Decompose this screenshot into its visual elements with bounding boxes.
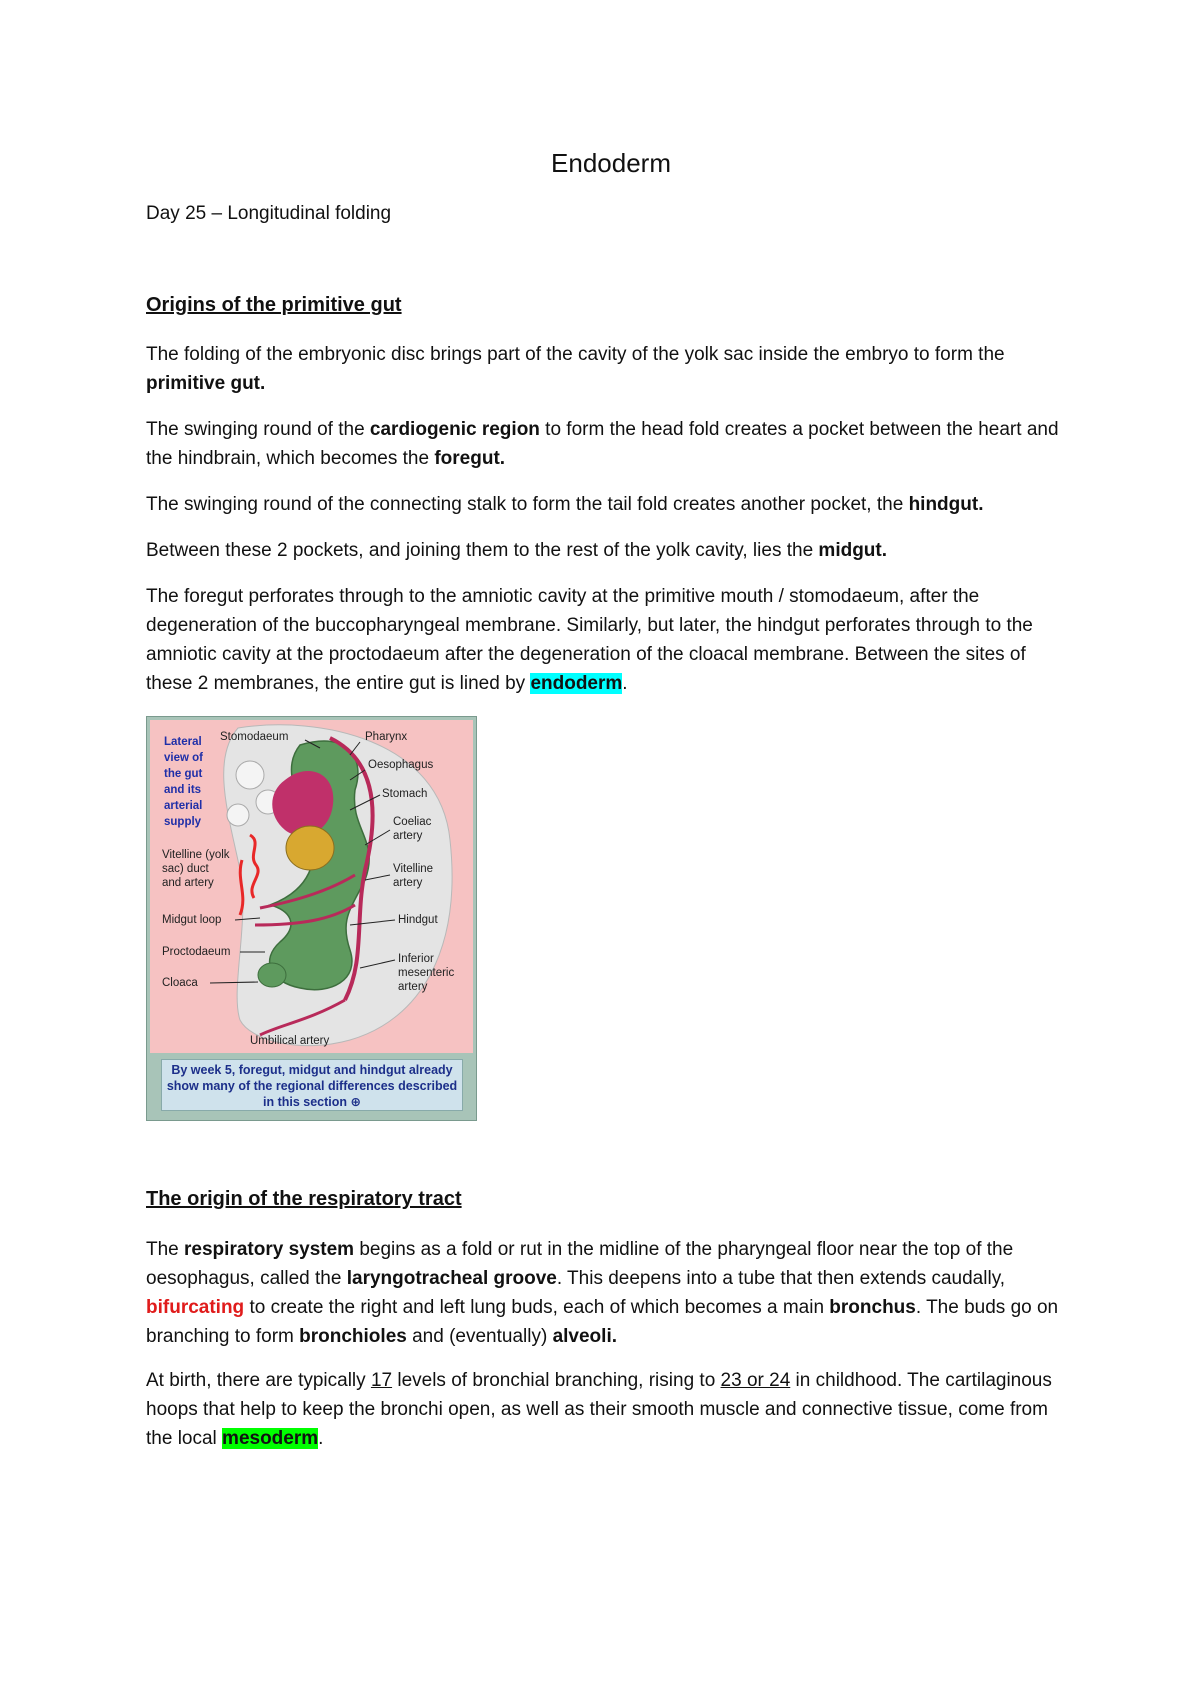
- paragraph-hindgut: The swinging round of the connecting stalk to form the tail fold creates another pocket, the hindgut.: [146, 494, 984, 515]
- gut-diagram: [150, 720, 473, 1053]
- label-coeliac-artery: Coeliac artery: [393, 816, 432, 842]
- label-proctodaeum: Proctodaeum: [162, 946, 231, 958]
- figure-caption: By week 5, foregut, midgut and hindgut already show many of the regional differences described in this section ⊕: [161, 1059, 463, 1111]
- label-stomodaeum: Stomodaeum: [220, 731, 289, 743]
- gut-diagram-figure: [146, 716, 477, 1121]
- label-oesophagus: Oesophagus: [368, 759, 434, 771]
- page-title: Endoderm: [551, 148, 671, 178]
- label-midgut-loop: Midgut loop: [162, 914, 222, 926]
- figure-side-label: Lateral view of the gut and its arterial supply: [164, 736, 203, 828]
- paragraph-cardiogenic: The swinging round of the cardiogenic region to form the head fold creates a pocket between the heart and the hindbrain, which becomes the foregut.: [146, 419, 1059, 469]
- label-cloaca: Cloaca: [162, 977, 198, 989]
- paragraph-perforation: The foregut perforates through to the amniotic cavity at the primitive mouth / stomodaeum, after the degeneration of the buccopharyngeal membrane. Similarly, but later, the hindgut perforates through to the amniotic cavity at the proctodaeum after the degeneration of the cloacal membrane. Between the sites of these 2 membranes, the entire gut is lined by endoderm.: [146, 586, 1033, 694]
- label-inferior-mesenteric-artery: Inferior mesenteric artery: [398, 953, 455, 993]
- label-pharynx: Pharynx: [365, 731, 408, 743]
- label-stomach: Stomach: [382, 788, 428, 800]
- label-vitelline-duct: Vitelline (yolk sac) duct and artery: [162, 849, 230, 889]
- paragraph-midgut: Between these 2 pockets, and joining them to the rest of the yolk cavity, lies the midgut.: [146, 540, 888, 561]
- page-subtitle: Day 25 – Longitudinal folding: [146, 203, 392, 224]
- section-heading-respiratory: The origin of the respiratory tract: [146, 1188, 462, 1210]
- label-umbilical-artery: Umbilical artery: [250, 1035, 330, 1047]
- paragraph-bronchial-branching: At birth, there are typically 17 levels of bronchial branching, rising to 23 or 24 in childhood. The cartilaginous hoops that help to keep the bronchi open, as well as their smooth muscle and connective tissue, come from the local mesoderm.: [146, 1370, 1052, 1449]
- highlight-bifurcating: bifurcating: [146, 1297, 245, 1318]
- label-vitelline-artery: Vitelline artery: [393, 863, 434, 889]
- highlight-endoderm: endoderm: [530, 673, 623, 694]
- label-hindgut: Hindgut: [398, 914, 438, 926]
- section-heading-primitive-gut: Origins of the primitive gut: [146, 294, 402, 316]
- highlight-mesoderm: mesoderm: [222, 1428, 319, 1449]
- paragraph-respiratory-system: The respiratory system begins as a fold or rut in the midline of the pharyngeal floor near the top of the oesophagus, called the laryngotracheal groove. This deepens into a tube that then extends caudally, bifurcating to create the right and left lung buds, each of which becomes a main bronchus. The buds go on branching to form bronchioles and (eventually) alveoli.: [146, 1239, 1059, 1347]
- paragraph-folding: The folding of the embryonic disc brings part of the cavity of the yolk sac inside the embryo to form the primitive gut.: [146, 344, 1005, 394]
